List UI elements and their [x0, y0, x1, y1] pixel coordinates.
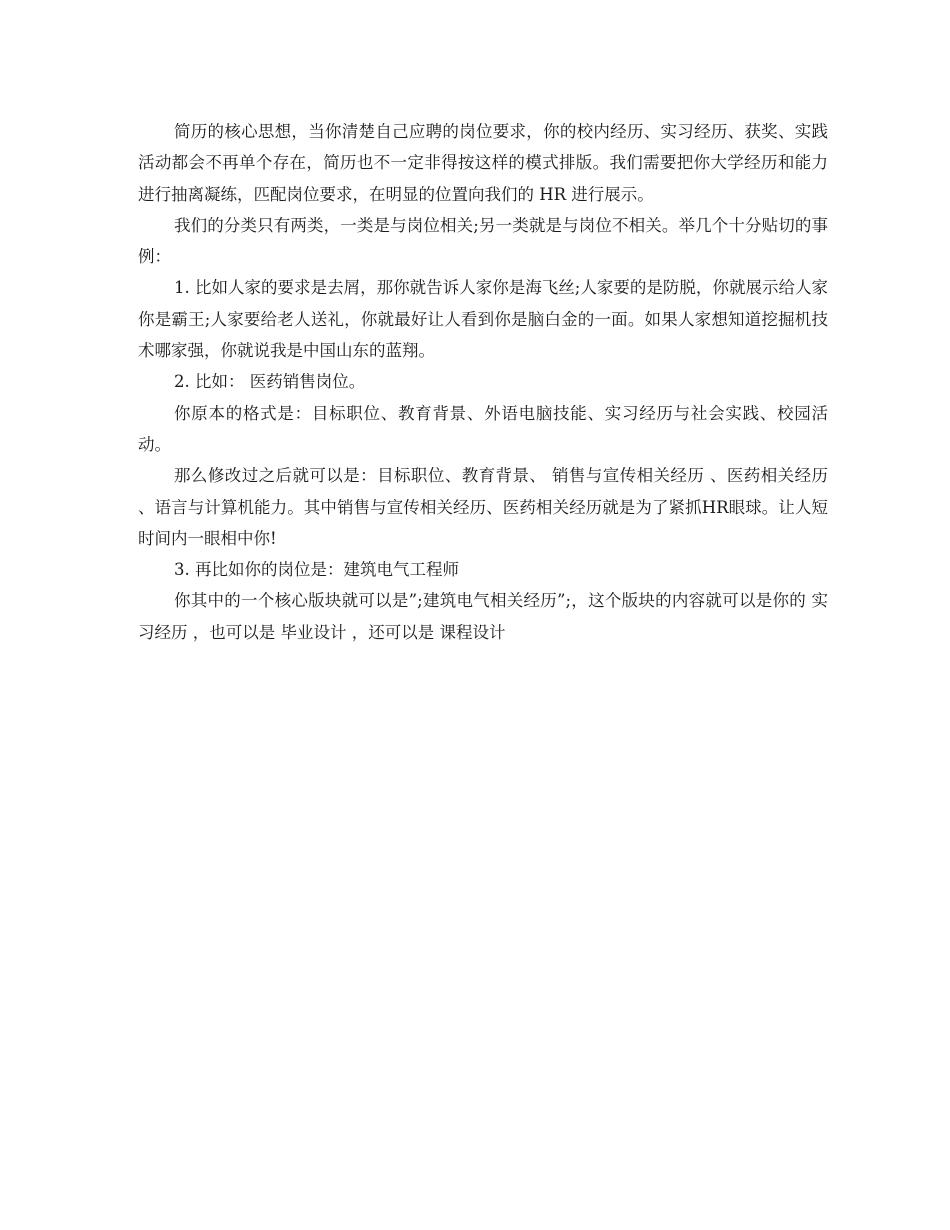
paragraph-example-3-title: 3. 再比如你的岗位是：建筑电气工程师 [174, 560, 459, 580]
paragraph-example-2-title: 2. 比如： 医药销售岗位。 [174, 372, 366, 392]
paragraph-example-1: 1. 比如人家的要求是去屑，那你就告诉人家你是海飞丝;人家要的是防脱，你就展示给人家你是霸王;人家要给老人送礼，你就最好让人看到你是脑白金的一面。如果人家想知道挖掘机技术哪家强，你就说我是中国山东的蓝翔。 [138, 278, 828, 361]
paragraph-modified-format: 那么修改过之后就可以是：目标职位、教育背景、 销售与宣传相关经历 、医药相关经历 、语言与计算机能力。其中销售与宣传相关经历、医药相关经历就是为了紧抓HR眼球。让人短时间内一眼相中你! [138, 466, 828, 548]
document-body [138, 116, 828, 648]
paragraph-original-format: 你原本的格式是：目标职位、教育背景、外语电脑技能、实习经历与社会实践、校园活动。 [138, 403, 828, 454]
paragraph-resume-core-idea: 简历的核心思想，当你清楚自己应聘的岗位要求，你的校内经历、实习经历、获奖、实践活动都会不再单个存在，简历也不一定非得按这样的模式排版。我们需要把你大学经历和能力进行抽离凝练，匹配岗位要求，在明显的位置向我们的 HR 进行展示。 [138, 122, 828, 204]
paragraph-core-section: 你其中的一个核心版块就可以是”;建筑电气相关经历”;，这个版块的内容就可以是你的 实习经历 ，也可以是 毕业设计 ，还可以是 课程设计 [138, 591, 828, 642]
paragraph-classification: 我们的分类只有两类，一类是与岗位相关;另一类就是与岗位不相关。举几个十分贴切的事例： [138, 215, 828, 267]
